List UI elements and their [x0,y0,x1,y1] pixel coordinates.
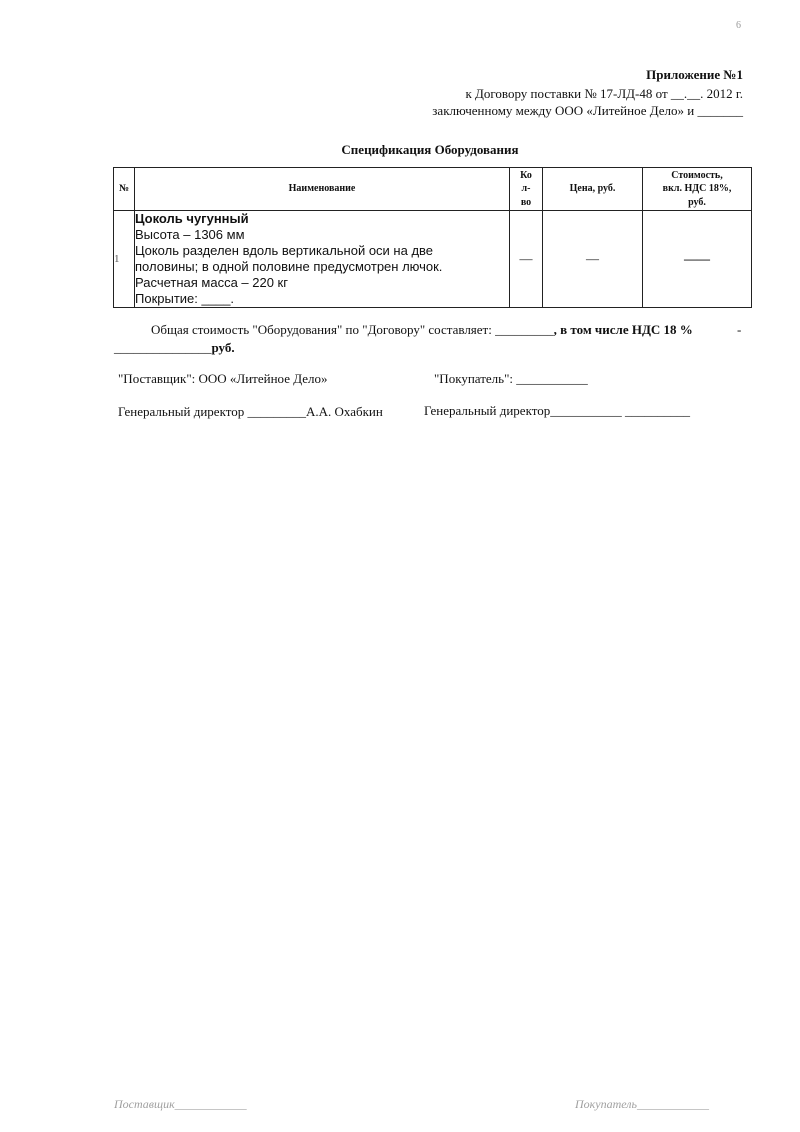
header-number: № [114,168,135,211]
header-cost-line3: руб. [688,196,706,208]
supplier-label: "Поставщик": ООО «Литейное Дело» [118,371,328,386]
header-quantity-line2: л- [521,183,531,195]
item-detail-1: Цоколь разделен вдоль вертикальной оси на две [135,243,434,258]
total-cost-text: Общая стоимость "Оборудования" по "Договору" составляет: _________ [151,322,554,337]
header-quantity-line3: во [520,196,532,208]
header-cost [643,168,752,211]
total-amount-blank: _______________ [114,340,212,355]
total-dash: - [737,322,742,337]
item-mass: Расчетная масса – 220 кг [135,275,288,290]
item-height: Высота – 1306 мм [135,227,245,242]
footer-supplier: Поставщик____________ [114,1097,247,1111]
supplier-director-signature: Генеральный директор _________А.А. Охабкин [118,404,383,419]
item-name: Цоколь чугунный [135,211,249,226]
header-price: Цена, руб. [543,168,643,211]
item-coating: Покрытие: ____. [135,291,235,306]
header-quantity [510,168,543,211]
footer-buyer: Покупатель____________ [575,1097,709,1111]
vat-text: , в том числе НДС 18 % [553,322,693,337]
row-cost: —— [643,211,752,308]
appendix-title: Приложение №1 [646,67,743,82]
header-name: Наименование [135,168,510,211]
row-description [135,211,510,308]
table-header-row [114,168,752,211]
buyer-label: "Покупатель": ___________ [434,371,588,386]
specification-title: Спецификация Оборудования [341,142,519,157]
item-detail-2: половины; в одной половине предусмотрен лючок. [135,259,443,274]
table-row [114,211,752,308]
header-quantity-line1: Ко [520,169,532,181]
equipment-table [113,167,752,308]
total-cost-line [151,322,693,338]
currency-label: руб. [211,340,235,355]
contract-reference: к Договору поставки № 17-ЛД-48 от __.__. 2012 г. [465,86,743,101]
row-price: — [543,211,643,308]
page-number: 6 [736,20,741,31]
header-cost-line1: Стоимость, [671,169,723,181]
row-quantity: — [510,211,543,308]
total-cost-continuation [114,340,235,356]
header-cost-line2: вкл. НДС 18%, [662,183,732,195]
buyer-director-signature: Генеральный директор___________ __________ [424,403,690,418]
row-number: 1 [114,211,135,308]
contract-parties: заключенному между ООО «Литейное Дело» и _______ [432,103,743,118]
